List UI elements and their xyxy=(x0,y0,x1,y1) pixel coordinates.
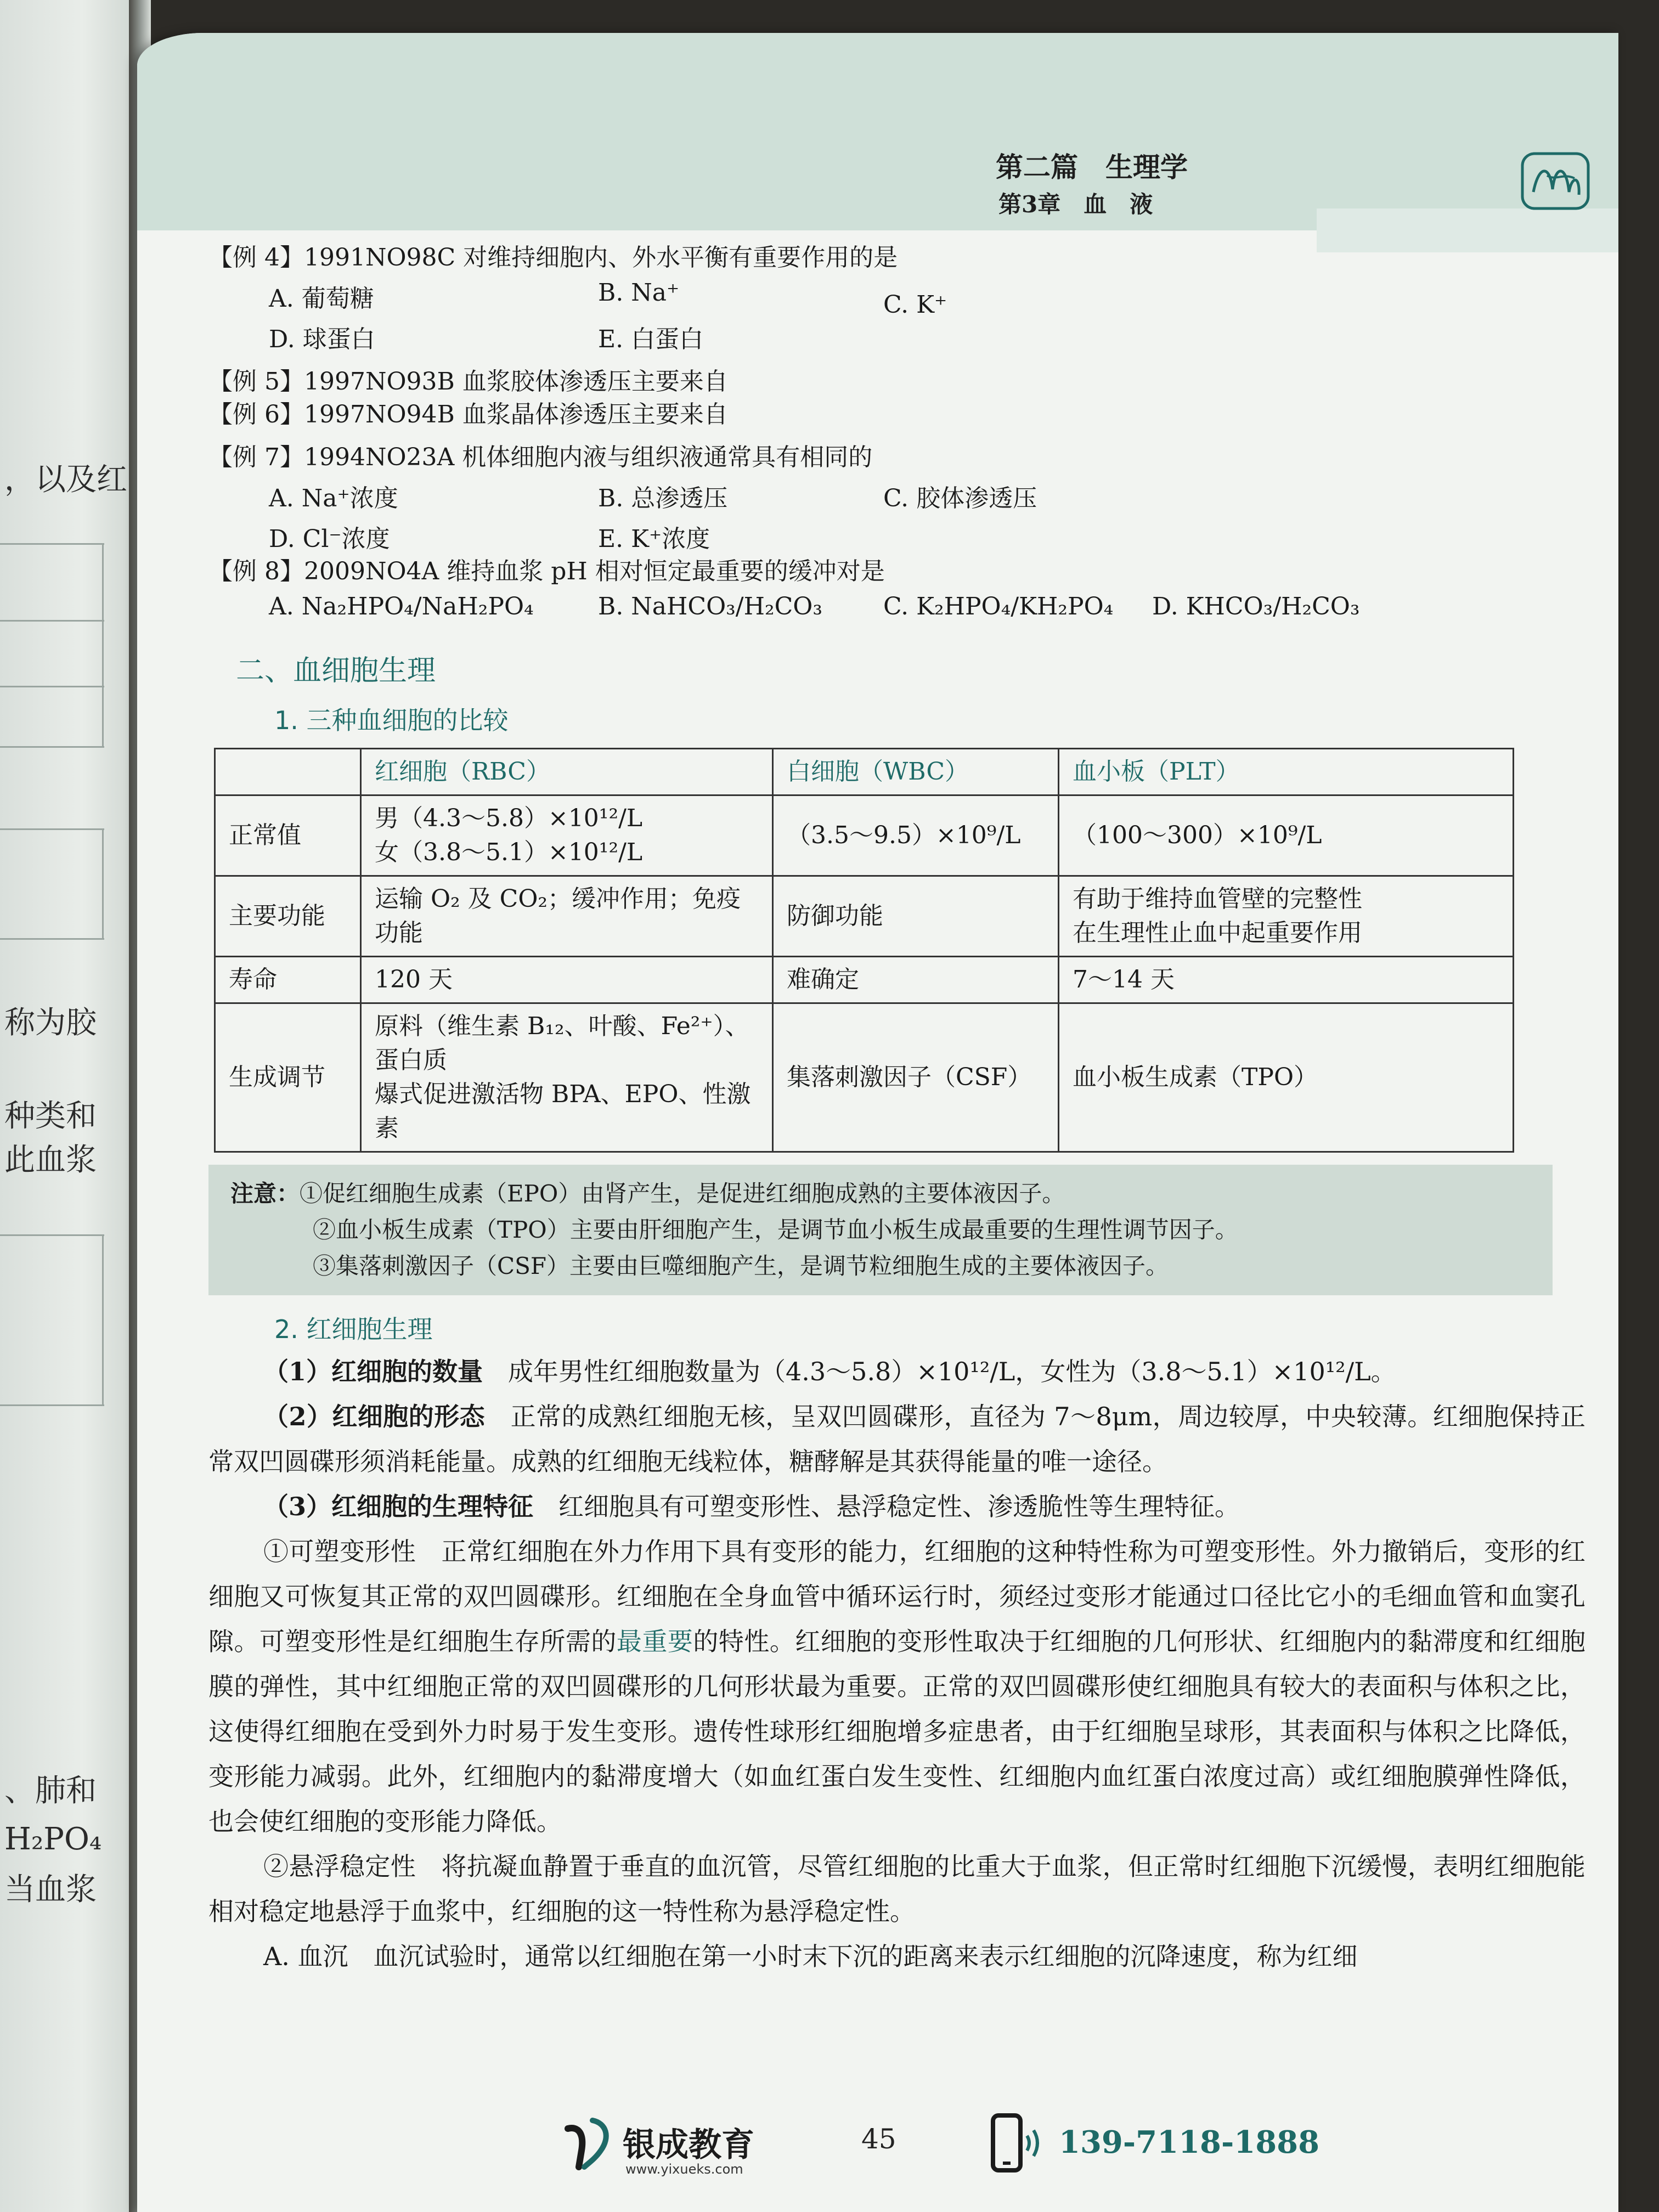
left-page-fragment: 当血浆 xyxy=(4,1872,97,1908)
left-page-fragment: 种类和 xyxy=(4,1098,97,1134)
option-a: A. Na⁺浓度 xyxy=(269,484,398,512)
option-c: C. K₂HPO₄/KH₂PO₄ xyxy=(883,592,1114,620)
page-content xyxy=(208,241,1585,1979)
left-page-table-line xyxy=(0,543,104,545)
cell-line: 男（4.3～5.8）×10¹²/L xyxy=(375,804,643,832)
header-chapter-title: 第3章 血 液 xyxy=(998,191,1153,218)
paragraph-text: 的特性。红细胞的变形性取决于红细胞的几何形状、红细胞内的黏滞度和红细胞膜的弹性，其中红细胞正常的双凹圆碟形的几何形状最为重要。正常的双凹圆碟形使红细胞具有较大的表面积与体积之比，这使得红细胞在受到外力时易于发生变形。遗传性球形红细胞增多症患者，由于红细胞呈球形，其表面积与体积之比降低，变形能力减弱。此外，红细胞内的黏滞度增大（如血红蛋白发生变性、红细胞内血红蛋白浓度过高）或红细胞膜弹性降低，也会使红细胞的变形能力降低。 xyxy=(208,1627,1586,1836)
note-box xyxy=(208,1165,1553,1295)
table-cell: 难确定 xyxy=(773,957,1059,1003)
question-options xyxy=(208,474,1585,555)
question-options xyxy=(208,274,1585,356)
table-row xyxy=(215,1003,1514,1152)
paragraph-text: ①可塑变形性 正常红细胞在外力作用下具有变形的能力，红细胞的这种特性称为可塑变形性。外力撤销后，变形的红细胞又可恢复其正常的双凹圆碟形。红细胞在全身血管中循环运行时，须经过变形才能通过口径比它小的毛细血管和血窦孔隙。可塑变形性是红细胞生存所需的 xyxy=(208,1537,1585,1656)
row-label: 生成调节 xyxy=(215,1003,361,1152)
option-c: C. 胶体渗透压 xyxy=(883,484,1037,512)
left-page-fragment: ，以及红 xyxy=(4,462,127,498)
option-e: E. 白蛋白 xyxy=(598,325,704,353)
brand-logo-icon xyxy=(562,2112,617,2172)
paragraph xyxy=(208,1529,1585,1844)
paragraph: ②悬浮稳定性 将抗凝血静置于垂直的血沉管，尽管红细胞的比重大于血浆，但正常时红细胞下沉缓慢，表明红细胞能相对稳定地悬浮于血浆中，红细胞的这一特性称为悬浮稳定性。 xyxy=(208,1852,1585,1926)
header-scribble-icon xyxy=(1514,143,1596,219)
option-b: B. NaHCO₃/H₂CO₃ xyxy=(598,592,822,620)
option-a: A. Na₂HPO₄/NaH₂PO₄ xyxy=(269,592,534,620)
table-cell: （100～300）×10⁹/L xyxy=(1059,795,1514,876)
left-page-table-line xyxy=(102,828,104,938)
option-c: C. K⁺ xyxy=(883,291,947,319)
table-header-cell: 白细胞（WBC） xyxy=(773,749,1059,795)
left-facing-page xyxy=(0,0,137,2212)
note-text: ①促红细胞生成素（EPO）由肾产生，是促进红细胞成熟的主要体液因子。 xyxy=(300,1180,1065,1207)
left-page-table-line xyxy=(0,686,104,687)
question-options xyxy=(208,588,1585,629)
table-header-cell: 红细胞（RBC） xyxy=(361,749,773,795)
paragraph xyxy=(208,1349,1585,1394)
paragraph-text: 红细胞具有可塑变形性、悬浮稳定性、渗透脆性等生理特征。 xyxy=(533,1492,1240,1521)
section-heading: 二、血细胞生理 xyxy=(236,654,436,687)
option-d: D. KHCO₃/H₂CO₃ xyxy=(1152,592,1360,620)
table-row xyxy=(215,876,1514,957)
table-header-cell xyxy=(215,749,361,795)
left-page-table-line xyxy=(0,620,104,622)
cell-line: 女（3.8～5.1）×10¹²/L xyxy=(375,838,643,866)
table-cell: （3.5～9.5）×10⁹/L xyxy=(773,795,1059,876)
book-page xyxy=(137,33,1618,2212)
option-a: A. 葡萄糖 xyxy=(269,285,374,313)
question-stem: 【例 5】1997NO93B 血浆胶体渗透压主要来自 xyxy=(208,368,728,396)
paragraph-keyword: （1）红细胞的数量 xyxy=(263,1357,483,1386)
header-part-title: 第二篇 生理学 xyxy=(996,151,1188,183)
table-row xyxy=(215,957,1514,1003)
cell-line: 有助于维持血管壁的完整性 xyxy=(1073,885,1362,913)
table-cell xyxy=(1059,876,1514,957)
footer-url: www.yixueks.com xyxy=(625,2162,743,2177)
table-header-cell: 血小板（PLT） xyxy=(1059,749,1514,795)
paragraph-keyword: （2）红细胞的形态 xyxy=(263,1402,486,1431)
table-cell xyxy=(361,795,773,876)
left-page-table-line xyxy=(0,1404,104,1406)
table-cell: 集落刺激因子（CSF） xyxy=(773,1003,1059,1152)
option-b: B. 总渗透压 xyxy=(598,484,728,512)
cell-line: 在生理性止血中起重要作用 xyxy=(1073,919,1362,947)
paragraph-text: 成年男性红细胞数量为（4.3～5.8）×10¹²/L，女性为（3.8～5.1）×10¹²/L。 xyxy=(483,1357,1396,1386)
left-page-table-line xyxy=(0,746,104,748)
left-page-table-line xyxy=(0,1234,104,1236)
footer-brand: 银成教育 xyxy=(623,2126,754,2164)
left-page-table-line xyxy=(102,543,104,746)
page-number: 45 xyxy=(861,2123,896,2155)
paragraph-text: 正常的成熟红细胞无核，呈双凹圆碟形，直径为 7～8μm，周边较厚，中央较薄。红细胞保持正常双凹圆碟形须消耗能量。成熟的红细胞无线粒体，糖酵解是其获得能量的唯一途径。 xyxy=(208,1402,1585,1476)
blood-cell-comparison-table xyxy=(214,748,1514,1153)
table-cell: 7～14 天 xyxy=(1059,957,1514,1003)
row-label: 正常值 xyxy=(215,795,361,876)
question-stem: 【例 6】1997NO94B 血浆晶体渗透压主要来自 xyxy=(208,400,728,428)
left-page-fragment: H₂PO₄ xyxy=(4,1821,102,1857)
question-stem: 【例 7】1994NO23A 机体细胞内液与组织液通常具有相同的 xyxy=(208,443,873,471)
subsection-heading: 2. 红细胞生理 xyxy=(274,1314,433,1344)
option-d: D. Cl⁻浓度 xyxy=(269,525,390,553)
note-line: ②血小板生成素（TPO）主要由肝细胞产生，是调节血小板生成最重要的生理性调节因子。 xyxy=(313,1216,1238,1243)
note-line: ③集落刺激因子（CSF）主要由巨噬细胞产生，是调节粒细胞生成的主要体液因子。 xyxy=(313,1252,1169,1279)
row-label: 寿命 xyxy=(215,957,361,1003)
paragraph xyxy=(208,1484,1585,1529)
row-label: 主要功能 xyxy=(215,876,361,957)
paragraph: A. 血沉 血沉试验时，通常以红细胞在第一小时末下沉的距离来表示红细胞的沉降速度，称为红细 xyxy=(263,1942,1358,1971)
left-page-fragment: 此血浆 xyxy=(4,1142,97,1178)
question-stem: 【例 8】2009NO4A 维持血浆 pH 相对恒定最重要的缓冲对是 xyxy=(208,557,885,585)
left-page-table-line xyxy=(102,1234,104,1404)
table-row xyxy=(215,795,1514,876)
subsection-heading: 1. 三种血细胞的比较 xyxy=(274,706,509,735)
option-b: B. Na⁺ xyxy=(598,279,680,307)
table-cell: 防御功能 xyxy=(773,876,1059,957)
table-cell xyxy=(361,1003,773,1152)
table-cell: 血小板生成素（TPO） xyxy=(1059,1003,1514,1152)
left-page-fragment: 称为胶 xyxy=(4,1005,97,1041)
cell-line: 原料（维生素 B₁₂、叶酸、Fe²⁺）、蛋白质 xyxy=(375,1012,749,1074)
phone-icon xyxy=(988,2111,1048,2177)
left-page-fragment: 、肺和 xyxy=(4,1773,97,1809)
option-d: D. 球蛋白 xyxy=(269,325,375,353)
left-page-table-line xyxy=(0,938,104,940)
footer-phone: 139-7118-1888 xyxy=(1059,2124,1320,2160)
option-e: E. K⁺浓度 xyxy=(598,525,710,553)
table-cell: 120 天 xyxy=(361,957,773,1003)
table-header-row xyxy=(215,749,1514,795)
note-label: 注意： xyxy=(230,1180,300,1207)
paragraph-keyword: （3）红细胞的生理特征 xyxy=(263,1492,534,1521)
left-page-table-line xyxy=(0,828,104,830)
highlight-text: 最重要 xyxy=(616,1627,693,1656)
question-stem: 【例 4】1991NO98C 对维持细胞内、外水平衡有重要作用的是 xyxy=(208,244,898,272)
table-cell: 运输 O₂ 及 CO₂；缓冲作用；免疫功能 xyxy=(361,876,773,957)
header-band xyxy=(137,33,1618,230)
cell-line: 爆式促进激活物 BPA、EPO、性激素 xyxy=(375,1080,751,1142)
note-line xyxy=(230,1176,1536,1212)
paragraph xyxy=(208,1394,1585,1484)
